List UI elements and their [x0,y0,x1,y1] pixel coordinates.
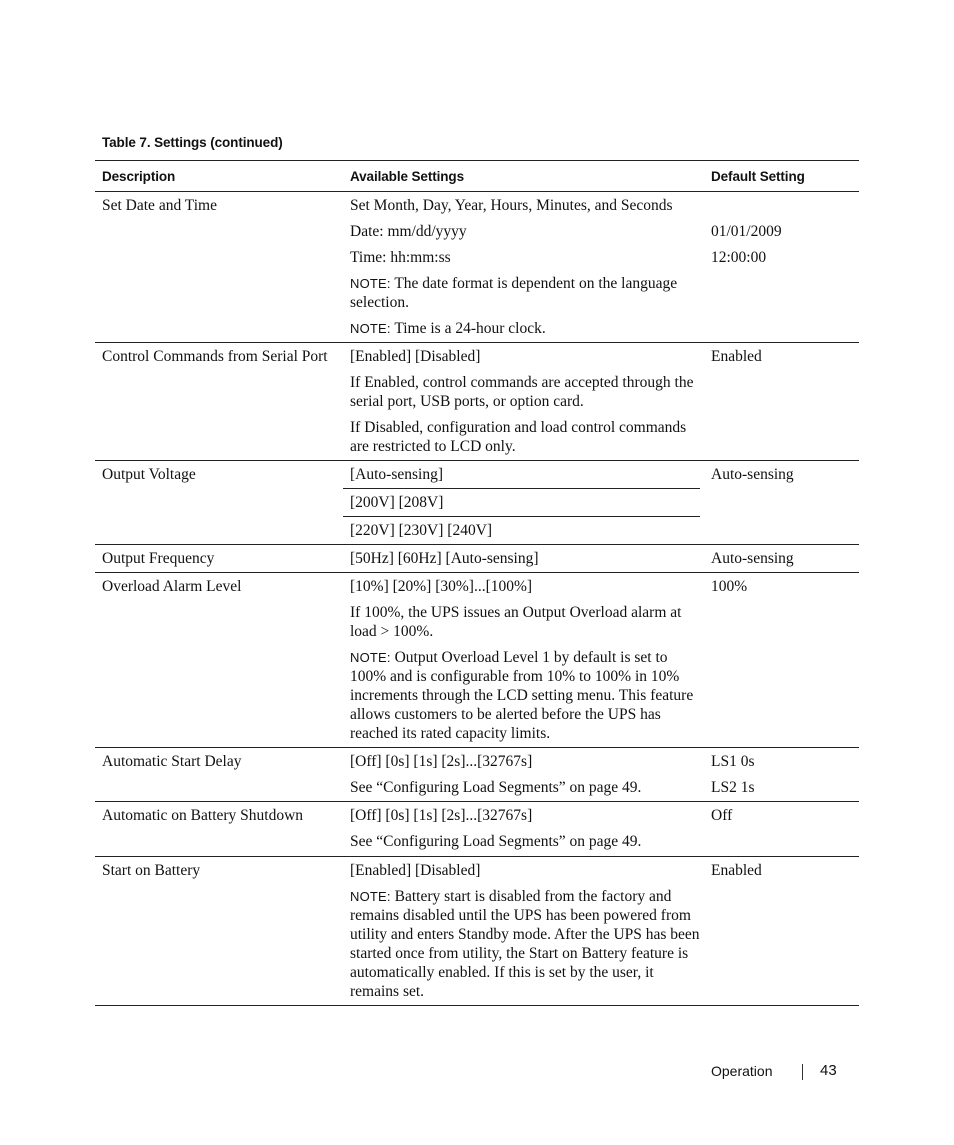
note-line [350,648,704,743]
note-label: NOTE: [350,276,391,291]
row-available [343,802,704,856]
note-text: Time is a 24-hour clock. [390,320,546,337]
note-text: Output Overload Level 1 by default is set to 100% and is configurable from 10% to 100% in 10% increments through the LCD setting menu. This feature allows customers to be alerted before the UPS has reached its rated capacity limits. [350,649,694,742]
setting-line: If 100%, the UPS issues an Output Overload alarm at load > 100%. [350,604,682,640]
setting-line: Set Month, Day, Year, Hours, Minutes, and Seconds [350,197,673,214]
table-row [95,573,859,748]
row-default: Enabled [711,862,762,879]
setting-line: [10%] [20%] [30%]...[100%] [350,578,533,595]
setting-line: See “Configuring Load Segments” on page 49. [350,833,642,850]
setting-line: [Off] [0s] [1s] [2s]...[32767s] [350,753,533,770]
row-description: Overload Alarm Level [102,578,242,595]
default-value: LS1 0s [711,753,755,770]
note-line [350,274,704,312]
row-available [343,461,704,544]
table-row [95,343,859,461]
setting-line: [Enabled] [Disabled] [350,348,481,365]
default-value: 01/01/2009 [711,223,782,240]
note-text: The date format is dependent on the language selection. [350,275,678,311]
page-number: 43 [820,1062,837,1079]
table-row [95,545,859,573]
header-description: Description [102,168,176,184]
note-text: Battery start is disabled from the factory and remains disabled until the UPS has been powered from utility and enters Standby mode. After the UPS has been started once from utility, the Start on Battery feature is automatically enabled. If this is set by the user, it remains set. [350,888,700,1000]
table-header [95,161,859,192]
row-default [704,748,859,801]
setting-line: If Disabled, configuration and load control commands are restricted to LCD only. [350,419,687,455]
table-row [95,461,859,545]
setting-line: [220V] [230V] [240V] [350,522,493,539]
row-default: Auto-sensing [711,550,794,567]
default-value: 12:00:00 [711,249,767,266]
row-description: Output Frequency [102,550,215,567]
row-description: Control Commands from Serial Port [102,348,328,365]
table-row [95,748,859,802]
settings-table [95,160,859,1006]
table-row [95,192,859,343]
row-available [343,192,704,342]
table-row [95,802,859,857]
row-description: Start on Battery [102,862,201,879]
row-description: Automatic Start Delay [102,753,242,770]
default-value: LS2 1s [711,779,755,796]
row-description: Set Date and Time [102,197,217,214]
row-available [343,748,704,801]
row-description: Output Voltage [102,466,196,483]
row-available [343,573,704,747]
setting-line: Time: hh:mm:ss [350,249,451,266]
row-default: 100% [711,578,748,595]
setting-line: [Auto-sensing] [343,461,700,489]
setting-line: [200V] [208V] [343,489,700,517]
note-line [350,319,704,338]
row-description: Automatic on Battery Shutdown [102,807,304,824]
footer-section-title: Operation [711,1063,773,1079]
setting-line: [Off] [0s] [1s] [2s]...[32767s] [350,807,533,824]
header-available-settings: Available Settings [350,168,464,184]
row-default: Enabled [711,348,762,365]
table-row [95,857,859,1005]
row-available [343,857,704,1005]
setting-line: Date: mm/dd/yyyy [350,223,467,240]
table-caption: Table 7. Settings (continued) [102,135,283,150]
setting-line: [Enabled] [Disabled] [350,862,481,879]
note-label: NOTE: [350,650,391,665]
row-default: Auto-sensing [711,466,794,483]
note-line [350,887,704,1001]
footer-divider [802,1064,803,1080]
header-default-setting: Default Setting [711,168,805,184]
row-default [704,192,859,342]
setting-line: If Enabled, control commands are accepted through the serial port, USB ports, or option card. [350,374,694,410]
row-available: [50Hz] [60Hz] [Auto-sensing] [350,550,539,567]
setting-line: See “Configuring Load Segments” on page 49. [350,779,642,796]
row-available [343,343,704,460]
row-default: Off [711,807,733,824]
note-label: NOTE: [350,321,391,336]
note-label: NOTE: [350,889,391,904]
